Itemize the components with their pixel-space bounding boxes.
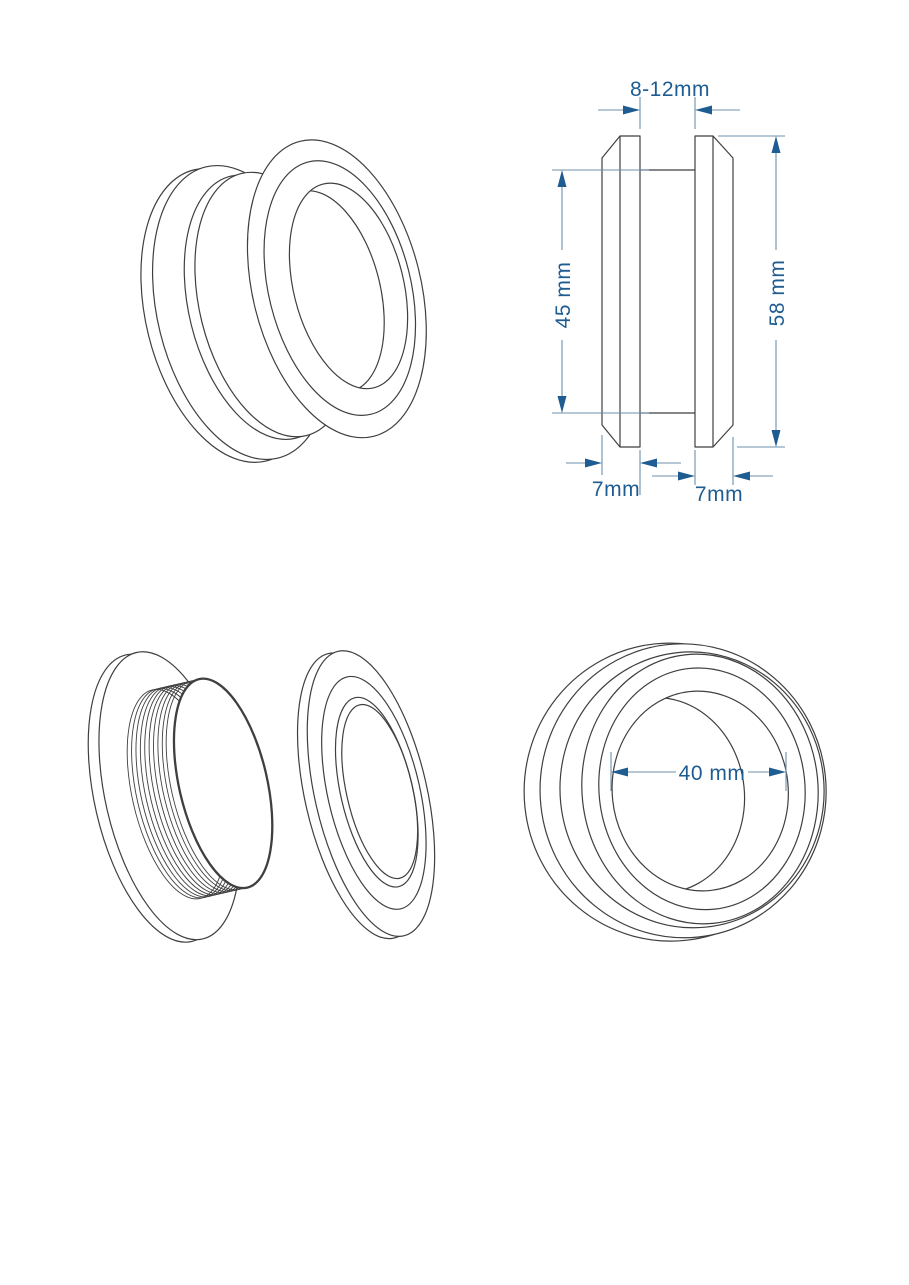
threaded-body — [63, 630, 299, 956]
dimension-glass-thickness — [598, 78, 740, 129]
section-view — [552, 78, 789, 506]
arrow-left-icon — [640, 459, 657, 468]
arrow-right-icon — [585, 459, 602, 468]
front-view-rings — [509, 628, 840, 956]
left-flange-label: 7mm — [591, 478, 641, 501]
arrow-down-icon — [772, 430, 781, 447]
arrow-right-icon — [678, 472, 695, 481]
barrel-section-lines — [640, 170, 695, 413]
arrow-left-icon — [695, 106, 712, 115]
right-flange-section — [695, 136, 733, 447]
lock-ring — [274, 639, 459, 951]
body-diameter-label: 45 mm — [552, 261, 575, 329]
front-view — [509, 628, 840, 956]
exploded-view — [63, 630, 458, 956]
glass-thickness-label: 8-12mm — [629, 78, 711, 101]
isometric-view — [112, 121, 455, 483]
arrow-left-icon — [733, 472, 750, 481]
hole-diameter-label: 40 mm — [678, 762, 746, 785]
right-flange-label: 7mm — [694, 483, 744, 506]
arrow-up-icon — [558, 170, 567, 187]
arrow-right-icon — [623, 106, 640, 115]
outer-diameter-label: 58 mm — [766, 259, 789, 327]
left-flange-section — [602, 136, 640, 447]
arrow-down-icon — [558, 396, 567, 413]
arrow-up-icon — [772, 136, 781, 153]
